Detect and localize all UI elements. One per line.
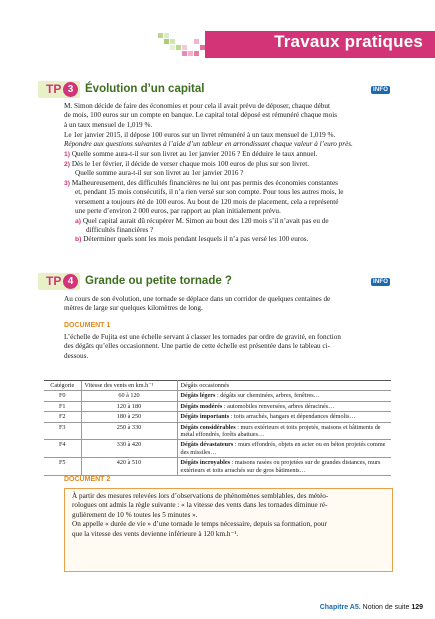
text-line: à un taux mensuel de 1,019 %. xyxy=(64,120,153,129)
question-number: 3) xyxy=(64,180,71,187)
question-text: Quelle somme aura-t-il sur son livret au 1er janvier 2016 ? xyxy=(75,169,244,178)
subquestion-number: a) xyxy=(75,217,82,225)
damage-level: Dégâts importants xyxy=(180,413,230,421)
footer-chapter: Chapitre A5. xyxy=(319,604,361,611)
column-header: Vitesse des vents en km.h⁻¹ xyxy=(81,381,177,391)
footer-section: Notion de suite xyxy=(362,604,410,611)
speed-cell: 120 à 180 xyxy=(81,401,177,411)
question-text: Dès le 1er février, il décide de verser chaque mois 100 euros de plus sur son livret. xyxy=(71,160,310,168)
subquestion-text: Déterminer quels sont les mois pendant lesquels il n’a pas versé les 100 euros. xyxy=(83,235,309,244)
question-text: une perte d’environ 2 000 euros, par rapport au plan initialement prévu. xyxy=(75,207,281,216)
text-line: dessous. xyxy=(64,351,89,360)
damage-cell xyxy=(177,422,391,440)
page-number: 129 xyxy=(411,604,423,611)
document-2-text xyxy=(72,492,388,539)
text-line: Le 1er janvier 2015, il dépose 100 euros sur un livret rémunéré à un taux mensuel de 1,019 %. xyxy=(64,131,336,139)
document-1-text xyxy=(64,333,400,361)
damage-cell xyxy=(177,401,391,411)
category-cell: F5 xyxy=(44,458,81,476)
table-row xyxy=(44,401,391,411)
speed-cell: 250 à 330 xyxy=(81,422,177,440)
tp4-title: Grande ou petite tornade ? xyxy=(85,275,232,287)
table-row xyxy=(44,440,391,458)
damage-description: : automobiles renversées, arbres déracinés… xyxy=(222,402,335,410)
question-number: 2) xyxy=(64,161,71,168)
column-header: Catégorie xyxy=(44,381,81,391)
damage-description: : dégâts sur cheminées, arbres, fenêtres… xyxy=(215,392,320,400)
damage-cell xyxy=(177,458,391,476)
text-line: des dégâts qu’elles occasionnent. Une partie de cette échelle est présentée dans le tableau ci- xyxy=(64,342,331,351)
text-line: rologues ont admis la règle suivante : « la vitesse des vents dans les tornades diminue ré- xyxy=(72,501,328,510)
tp4-number: 4 xyxy=(63,274,78,289)
damage-description: : maisons rasées ou projetées sur de grandes distances, murs extérieurs et toits arrachés sur de gros bâtiments… xyxy=(180,459,381,474)
tp3-q2 xyxy=(64,160,400,179)
tp4-intro xyxy=(64,295,400,314)
damage-description: : murs effondrés, objets en acier ou en béton projetés comme des missiles… xyxy=(180,441,386,456)
category-cell: F2 xyxy=(44,412,81,422)
fujita-table xyxy=(44,380,391,476)
speed-cell: 60 à 120 xyxy=(81,391,177,401)
text-line: M. Simon décide de faire des économies et pour cela il avait prévu de déposer, chaque début xyxy=(64,102,330,110)
text-line: de mois, 100 euros sur un compte en banque. Le capital total déposé est rémunéré chaque mois xyxy=(64,111,338,120)
speed-cell: 420 à 510 xyxy=(81,458,177,476)
tp3-q3 xyxy=(64,179,404,245)
damage-level: Dégâts modérés xyxy=(180,402,223,410)
tp4-info-badge: INFO xyxy=(373,279,389,285)
damage-level: Dégâts considérables xyxy=(180,423,236,431)
table-row xyxy=(44,422,391,440)
text-line: que la vitesse des vents devienne inférieure à 120 km.h⁻¹. xyxy=(72,529,239,538)
text-line: Au cours de son évolution, une tornade se déplace dans un corridor de quelques centaines de xyxy=(64,295,331,303)
damage-description: : murs extérieurs et toits projetés, maisons et bâtiments de métal effondrés, forêts abattues… xyxy=(180,423,381,439)
subquestion-number: b) xyxy=(75,236,82,244)
damage-description: : toits arrachés, hangars et dépendances démolis… xyxy=(229,413,356,421)
tp3-tag: TP xyxy=(46,82,62,96)
table-header-row xyxy=(44,381,391,391)
speed-cell: 330 à 420 xyxy=(81,440,177,458)
damage-level: Dégâts légers xyxy=(180,392,216,400)
question-text: et, pendant 15 mois consécutifs, il n’a rien versé sur son compte. Pour tous les autres mois, le xyxy=(75,188,344,197)
tp3-number: 3 xyxy=(63,82,78,97)
category-cell: F3 xyxy=(44,422,81,440)
damage-cell xyxy=(177,412,391,422)
text-line: L’échelle de Fujita est une échelle servant à classer les tornades par ordre de gravité, en fonction xyxy=(64,333,341,341)
tp4-tag: TP xyxy=(46,274,62,288)
damage-cell xyxy=(177,391,391,401)
tp3-info-badge: INFO xyxy=(373,87,389,93)
instruction-line: Répondre aux questions suivantes à l’aide d’un tableur en arrondissant chaque valeur à l’euro près. xyxy=(64,140,353,149)
subquestion-text: difficultés financières ? xyxy=(86,226,154,235)
tp3-q1 xyxy=(64,150,400,159)
question-text: Quelle somme aura-t-il sur son livret au 1er janvier 2016 ? En déduire le taux annuel. xyxy=(71,150,318,158)
category-cell: F4 xyxy=(44,440,81,458)
page-footer xyxy=(320,604,423,611)
question-number: 1) xyxy=(64,151,71,158)
subquestion-text: Quel capital aurait dû récupérer M. Simon au bout des 120 mois s’il n’avait pas eu de xyxy=(82,216,329,225)
question-text: versement a toujours été de 100 euros. Au bout de 120 mois de placement, cela a représenté xyxy=(75,197,339,206)
text-line: On appelle « durée de vie » d’une tornade le temps nécessaire, depuis sa formation, pour xyxy=(72,520,327,529)
text-line: À partir des mesures relevées lors d’observations de phénomènes semblables, des météo- xyxy=(72,492,329,500)
tp3-title: Évolution d’un capital xyxy=(85,83,205,95)
category-cell: F0 xyxy=(44,391,81,401)
damage-level: Dégâts incroyables xyxy=(180,459,231,467)
table-row xyxy=(44,458,391,476)
question-text: Malheureusement, des difficultés financières ne lui ont pas permis des économies constantes xyxy=(71,179,338,187)
page-header-title: Travaux pratiques xyxy=(274,32,423,51)
table-row xyxy=(44,412,391,422)
tp3-para1 xyxy=(64,102,400,130)
text-line: gulièrement de 10 % toutes les 5 minutes ». xyxy=(72,510,198,519)
speed-cell: 180 à 250 xyxy=(81,412,177,422)
tp3-para2 xyxy=(64,131,400,150)
document-1-label: DOCUMENT 1 xyxy=(64,322,111,329)
document-2-label: DOCUMENT 2 xyxy=(64,476,111,483)
category-cell: F1 xyxy=(44,401,81,411)
damage-cell xyxy=(177,440,391,458)
column-header: Dégâts occasionnés xyxy=(177,381,391,391)
table-row xyxy=(44,391,391,401)
damage-level: Dégâts dévastateurs xyxy=(180,441,234,449)
text-line: mètres de large sur quelques kilomètres de long. xyxy=(64,304,203,313)
